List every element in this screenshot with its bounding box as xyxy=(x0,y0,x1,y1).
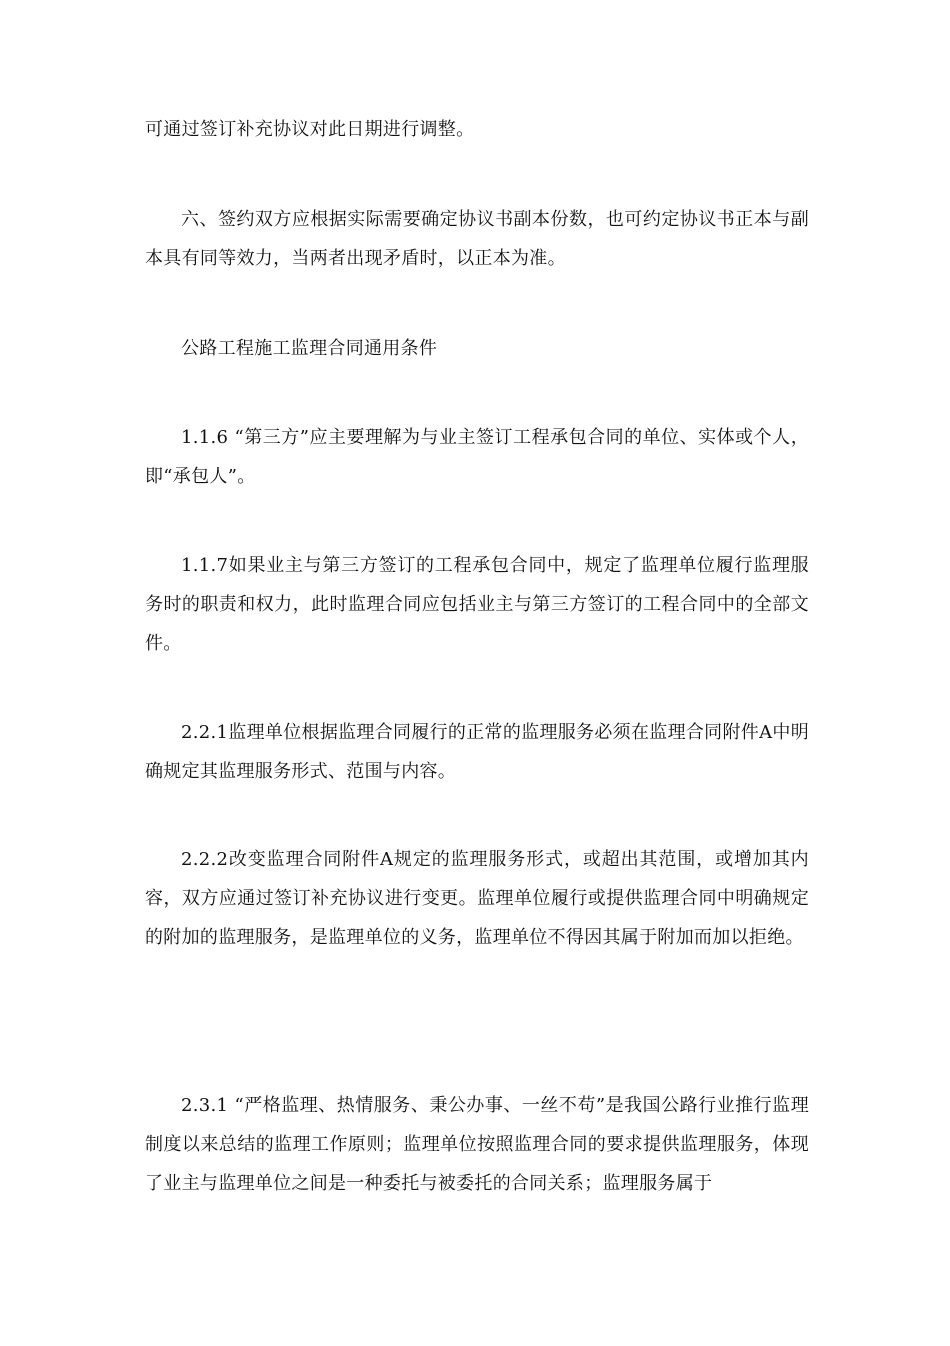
section-heading: 公路工程施工监理合同通用条件 xyxy=(181,338,438,359)
paragraph-clause-six: 六、签约双方应根据实际需要确定协议书副本份数，也可约定协议书正本与副本具有同等效力，当两者出现矛盾时，以正本为准。 xyxy=(145,209,809,269)
paragraph-1-1-6: 1.1.6 “第三方”应主要理解为与业主签订工程承包合同的单位、实体或个人，即“承包人”。 xyxy=(145,427,809,487)
paragraph-continuation: 可通过签订补充协议对此日期进行调整。 xyxy=(145,119,475,140)
paragraph-1-1-7: 1.1.7如果业主与第三方签订的工程承包合同中，规定了监理单位履行监理服务时的职责和权力，此时监理合同应包括业主与第三方签订的工程合同中的全部文件。 xyxy=(145,555,809,654)
paragraph-2-3-1: 2.3.1 “严格监理、热情服务、秉公办事、一丝不苟”是我国公路行业推行监理制度以来总结的监理工作原则；监理单位按照监理合同的要求提供监理服务，体现了业主与监理单位之间是一种委托与被委托的合同关系；监理服务属于 xyxy=(145,1095,809,1194)
paragraph-2-2-2: 2.2.2改变监理合同附件A规定的监理服务形式，或超出其范围，或增加其内容，双方应通过签订补充协议进行变更。监理单位履行或提供监理合同中明确规定的附加的监理服务，是监理单位的义务，监理单位不得因其属于附加而加以拒绝。 xyxy=(145,849,809,948)
paragraph-2-2-1: 2.2.1监理单位根据监理合同履行的正常的监理服务必须在监理合同附件A中明确规定其监理服务形式、范围与内容。 xyxy=(145,722,809,782)
